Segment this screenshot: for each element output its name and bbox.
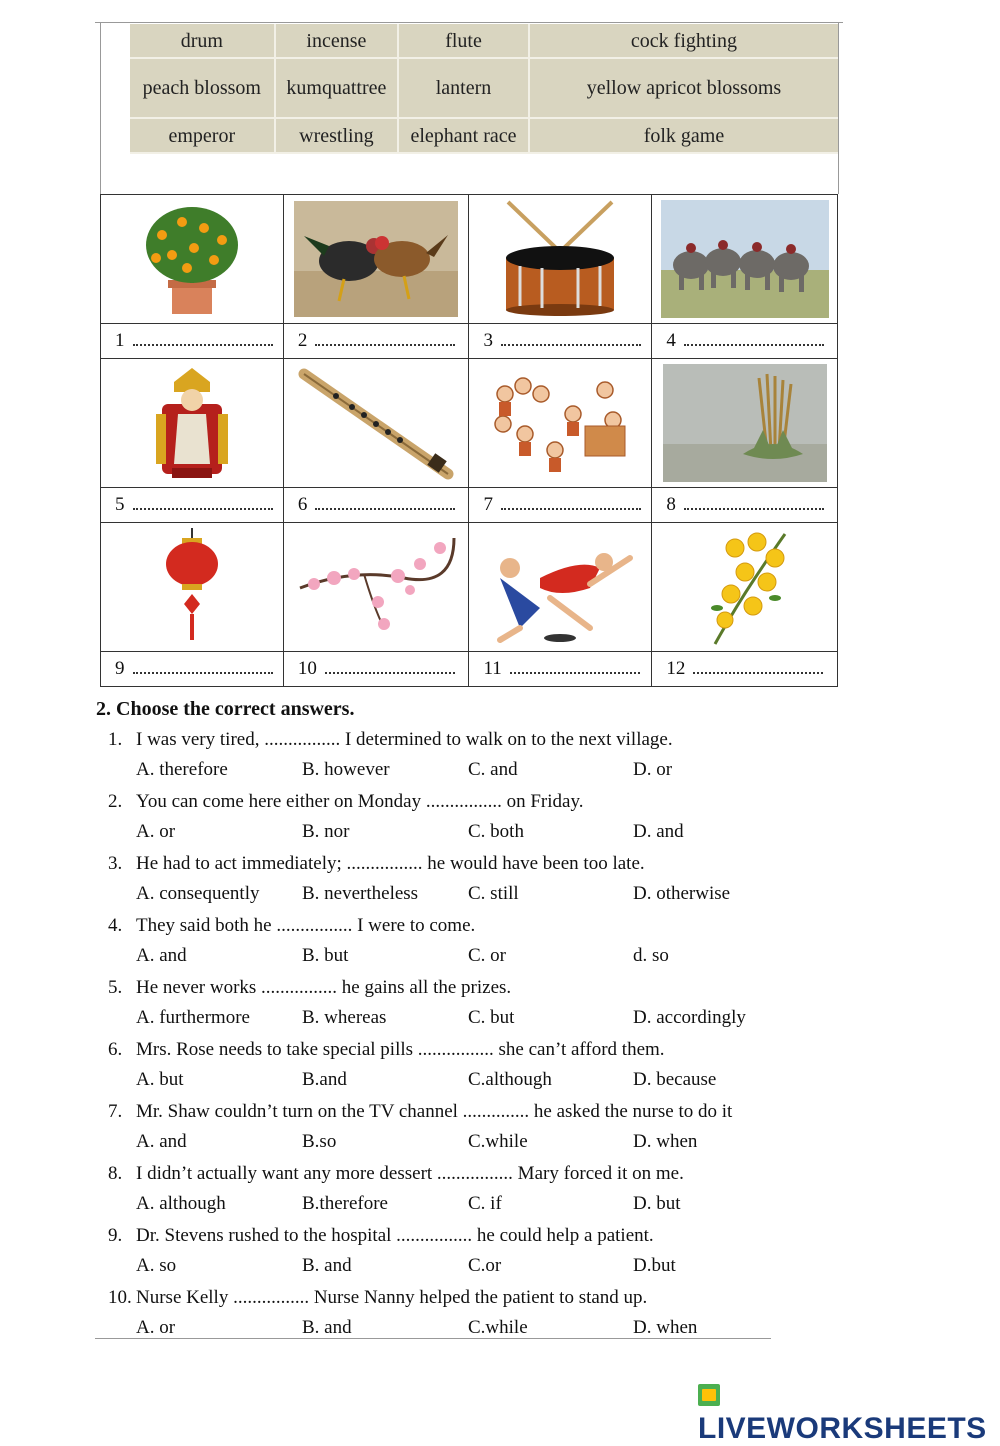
question-number: 6.	[108, 1039, 123, 1060]
answer-option[interactable]: D. and	[633, 821, 684, 842]
drum-icon	[498, 200, 622, 318]
picture-cell	[469, 359, 652, 488]
answer-line[interactable]	[133, 330, 273, 346]
answer-option[interactable]: C. still	[468, 883, 519, 904]
picture-grid	[100, 194, 838, 687]
answer-blank[interactable]	[469, 488, 652, 523]
word-bank-cell: kumquattree	[276, 59, 399, 119]
answer-blank[interactable]	[283, 324, 469, 359]
answer-blank[interactable]	[101, 652, 284, 687]
question-text: You can come here either on Monday ................ on Friday.	[136, 791, 584, 812]
answer-option[interactable]: B.so	[302, 1131, 337, 1152]
answer-blank[interactable]	[652, 652, 838, 687]
answer-option[interactable]: B. whereas	[302, 1007, 387, 1028]
answer-option[interactable]: B. nevertheless	[302, 883, 419, 904]
answer-blank[interactable]	[101, 324, 284, 359]
answer-option[interactable]: B. but	[302, 945, 349, 966]
answer-option[interactable]: A. therefore	[136, 759, 228, 780]
incense-icon	[663, 364, 827, 482]
answer-blank[interactable]	[101, 488, 284, 523]
answer-option[interactable]: A. and	[136, 945, 187, 966]
answer-blank[interactable]	[469, 652, 652, 687]
flute-icon	[292, 364, 460, 482]
answer-option[interactable]: C.while	[468, 1317, 528, 1338]
answer-line[interactable]	[315, 330, 455, 346]
question-number: 9.	[108, 1225, 123, 1246]
picture-number: 5	[115, 494, 125, 515]
answer-line[interactable]	[315, 494, 455, 510]
liveworksheets-logo-icon	[698, 1384, 720, 1406]
question	[108, 1287, 647, 1309]
picture-cell	[283, 523, 469, 652]
answer-option[interactable]: D. when	[633, 1317, 698, 1338]
word-bank-cell: emperor	[130, 119, 276, 154]
question-number: 4.	[108, 915, 123, 936]
question	[108, 791, 583, 813]
answer-line[interactable]	[693, 658, 823, 674]
picture-number: 1	[115, 330, 125, 351]
liveworksheets-logo	[698, 1378, 1000, 1446]
answer-option[interactable]: D. or	[633, 759, 673, 780]
question-text: He had to act immediately; ................ he would have been too late.	[136, 853, 645, 874]
wrestling-icon	[480, 528, 640, 646]
answer-option[interactable]: A. consequently	[136, 883, 260, 904]
picture-number: 9	[115, 658, 125, 679]
emperor-icon	[152, 364, 232, 482]
answer-blank[interactable]	[283, 488, 469, 523]
question-text: I didn’t actually want any more dessert ................ Mary forced it on me.	[136, 1163, 684, 1184]
picture-number: 7	[483, 494, 493, 515]
word-bank-cell: yellow apricot blossoms	[530, 59, 838, 119]
answer-option[interactable]: B. and	[302, 1255, 352, 1276]
word-bank-cell: flute	[399, 24, 530, 59]
picture-number: 6	[297, 494, 308, 515]
apricot-blossom-icon	[695, 528, 795, 646]
answer-option[interactable]: C. and	[468, 759, 518, 780]
answer-option[interactable]: D.but	[633, 1255, 676, 1276]
exercise-title: 2. Choose the correct answers.	[96, 698, 355, 720]
answer-option[interactable]: B. nor	[302, 821, 350, 842]
picture-cell	[283, 359, 469, 488]
question	[108, 853, 645, 875]
picture-cell	[652, 523, 838, 652]
question-text: I was very tired, ................ I determined to walk on to the next village.	[136, 729, 673, 750]
word-bank-cell: cock fighting	[530, 24, 838, 59]
question-text: Nurse Kelly ................ Nurse Nanny helped the patient to stand up.	[136, 1287, 648, 1308]
answer-option[interactable]: C.although	[468, 1069, 552, 1090]
question	[108, 1225, 654, 1247]
answer-option[interactable]: B.therefore	[302, 1193, 388, 1214]
bottom-rule	[95, 1338, 771, 1339]
answer-option[interactable]: A. and	[136, 1131, 187, 1152]
picture-number: 11	[483, 658, 502, 679]
logo-text: LIVEWORKSHEETS	[698, 1412, 987, 1445]
answer-blank[interactable]	[469, 324, 652, 359]
question-text: They said both he ................ I were to come.	[136, 915, 476, 936]
word-bank-cell: lantern	[399, 59, 530, 119]
picture-cell	[283, 195, 469, 324]
picture-cell	[101, 195, 284, 324]
question	[108, 1039, 665, 1061]
elephant-race-icon	[661, 200, 829, 318]
answer-option[interactable]: C. if	[468, 1193, 502, 1214]
picture-cell	[101, 359, 284, 488]
folk-game-icon	[485, 364, 635, 482]
answer-line[interactable]	[501, 330, 641, 346]
answer-blank[interactable]	[652, 324, 838, 359]
frame-top-line	[95, 22, 843, 23]
word-bank	[130, 24, 838, 154]
answer-option[interactable]: D. when	[633, 1131, 698, 1152]
question	[108, 729, 673, 751]
peach-blossom-icon	[294, 528, 458, 646]
answer-option[interactable]: C.or	[468, 1255, 502, 1276]
question-number: 7.	[108, 1101, 123, 1122]
answer-option[interactable]: C. both	[468, 821, 524, 842]
answer-line[interactable]	[684, 494, 824, 510]
question-number: 1.	[108, 729, 123, 750]
answer-option[interactable]: A. or	[136, 821, 176, 842]
answer-option[interactable]: A. or	[136, 1317, 176, 1338]
picture-cell	[469, 195, 652, 324]
answer-line[interactable]	[133, 494, 273, 510]
answer-line[interactable]	[501, 494, 641, 510]
question-text: Mrs. Rose needs to take special pills ................ she can’t afford them.	[136, 1039, 665, 1060]
kumquat-tree-icon	[132, 200, 252, 318]
answer-option[interactable]: A. so	[136, 1255, 177, 1276]
picture-number: 10	[297, 658, 317, 679]
picture-cell	[469, 523, 652, 652]
frame-left-line	[100, 22, 101, 194]
picture-cell	[652, 195, 838, 324]
answer-line[interactable]	[325, 658, 455, 674]
answer-option[interactable]: A. but	[136, 1069, 184, 1090]
frame-right-line	[838, 22, 839, 194]
question	[108, 977, 511, 999]
picture-number: 8	[666, 494, 676, 515]
question	[108, 1101, 732, 1123]
answer-option[interactable]: D. because	[633, 1069, 717, 1090]
picture-number: 12	[666, 658, 686, 679]
lantern-icon	[162, 528, 222, 646]
word-bank-cell: folk game	[530, 119, 838, 154]
word-bank-cell: drum	[130, 24, 276, 59]
answer-option[interactable]: D. otherwise	[633, 883, 731, 904]
word-bank-cell: elephant race	[399, 119, 530, 154]
question-number: 8.	[108, 1163, 123, 1184]
question	[108, 1163, 684, 1185]
answer-option[interactable]: A. although	[136, 1193, 226, 1214]
answer-line[interactable]	[684, 330, 824, 346]
answer-option[interactable]: C. but	[468, 1007, 515, 1028]
picture-cell	[101, 523, 284, 652]
answer-option[interactable]: A. furthermore	[136, 1007, 250, 1028]
question-text: Dr. Stevens rushed to the hospital ................ he could help a patient.	[136, 1225, 654, 1246]
question-number: 5.	[108, 977, 123, 998]
word-bank-cell: wrestling	[276, 119, 399, 154]
word-bank-cell: peach blossom	[130, 59, 276, 119]
answer-option[interactable]: D. accordingly	[633, 1007, 746, 1028]
answer-option[interactable]: d. so	[633, 945, 669, 966]
answer-line[interactable]	[133, 658, 273, 674]
answer-blank[interactable]	[652, 488, 838, 523]
answer-option[interactable]: B. however	[302, 759, 390, 780]
answer-option[interactable]: B.and	[302, 1069, 347, 1090]
answer-line[interactable]	[510, 658, 640, 674]
question-text: He never works ................ he gains all the prizes.	[136, 977, 512, 998]
picture-number: 3	[483, 330, 493, 351]
cock-fighting-icon	[294, 201, 458, 317]
answer-option[interactable]: B. and	[302, 1317, 352, 1338]
picture-cell	[652, 359, 838, 488]
answer-option[interactable]: D. but	[633, 1193, 681, 1214]
picture-number: 2	[297, 330, 308, 351]
picture-number: 4	[666, 330, 676, 351]
answer-option[interactable]: C. or	[468, 945, 506, 966]
answer-option[interactable]: C.while	[468, 1131, 528, 1152]
word-bank-cell: incense	[276, 24, 399, 59]
question-number: 2.	[108, 791, 123, 812]
question-number: 10.	[108, 1287, 132, 1308]
question	[108, 915, 475, 937]
question-text: Mr. Shaw couldn’t turn on the TV channel .............. he asked the nurse to do it	[136, 1101, 733, 1122]
answer-blank[interactable]	[283, 652, 469, 687]
question-number: 3.	[108, 853, 123, 874]
